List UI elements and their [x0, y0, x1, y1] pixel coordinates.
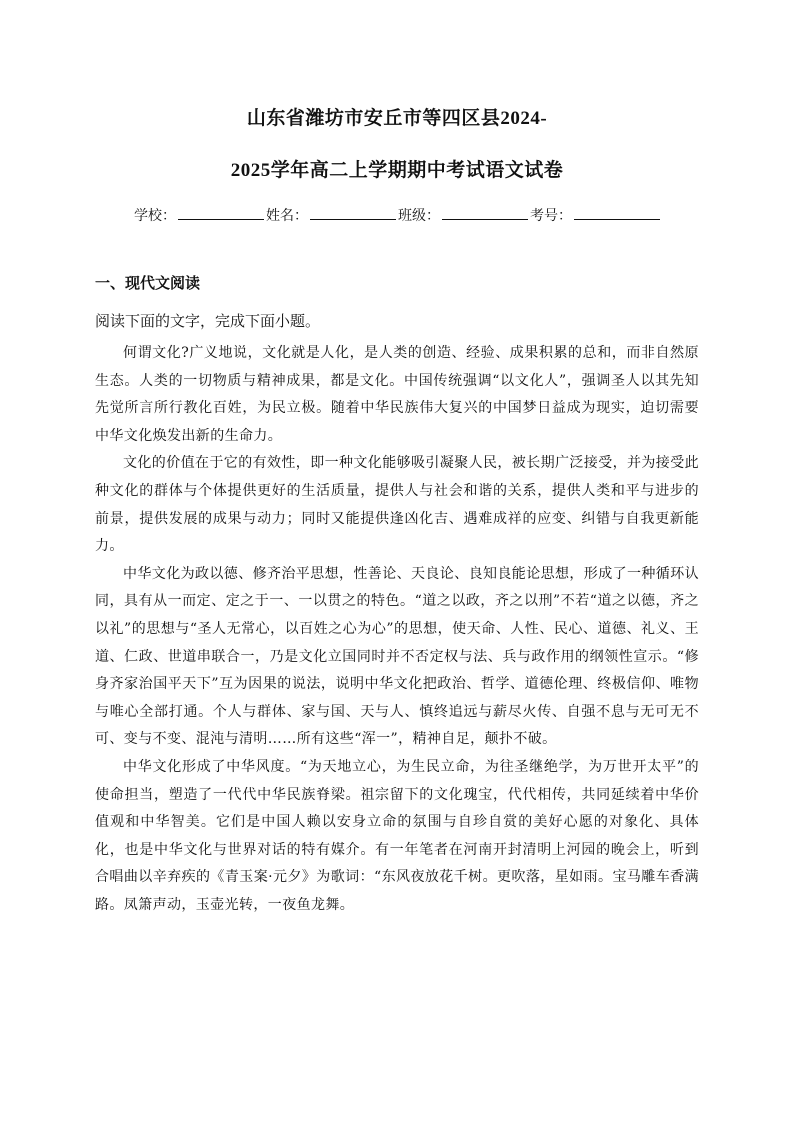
- student-info-row: [0, 205, 794, 225]
- document-title-line-1: 山东省潍坊市安丘市等四区县2024-: [246, 108, 548, 129]
- name-label: 姓名：: [266, 208, 308, 224]
- school-label: 学校：: [134, 208, 176, 224]
- document-title-line-2: 2025学年高二上学期期中考试语文试卷: [230, 160, 564, 181]
- class-blank[interactable]: [442, 205, 528, 220]
- passage-paragraph-3: 中华文化为政以德、修齐治平思想，性善论、天良论、良知良能论思想，形成了一种循环认同，具有从一而定、定之于一、一以贯之的特色。“道之以政，齐之以刑”不若“道之以德，齐之以礼”的思想与“圣人无常心，以百姓之心为心”的思想，使天命、人性、民心、道德、礼义、王道、仁政、世道串联合一，乃是文化立国同时并不否定权与法、兵与政作用的纲领性宣示。“修身齐家治国平天下”互为因果的说法，说明中华文化把政治、哲学、道德伦理、终极信仰、唯物与唯心全部打通。个人与群体、家与国、天与人、慎终追远与薪尽火传、自强不息与无可无不可、变与不变、混沌与清明……所有这些“浑一”，精神自足，颠扑不破。: [95, 565, 699, 748]
- passage-paragraph-4: 中华文化形成了中华风度。“为天地立心，为生民立命，为往圣继绝学，为万世开太平”的使命担当，塑造了一代代中华民族脊梁。祖宗留下的文化瑰宝，代代相传，共同延续着中华价值观和中华智美。它们是中国人赖以安身立命的氛围与自珍自赏的美好心愿的对象化、具体化，也是中华文化与世界对话的特有媒介。有一年笔者在河南开封清明上河园的晚会上，听到合唱曲以辛弃疾的《青玉案·元夕》为歌词：“东风夜放花千树。更吹落，星如雨。宝马雕车香满路。凤箫声动，玉壶光转，一夜鱼龙舞。: [95, 758, 699, 913]
- passage-paragraph-1: 何谓文化?广义地说，文化就是人化，是人类的创造、经验、成果积累的总和，而非自然原生态。人类的一切物质与精神成果，都是文化。中国传统强调“以文化人”，强调圣人以其先知先觉所言所行教化百姓，为民立极。随着中华民族伟大复兴的中国梦日益成为现实，迫切需要中华文化焕发出新的生命力。: [95, 345, 699, 444]
- school-field[interactable]: [134, 205, 264, 225]
- class-label: 班级：: [398, 208, 440, 224]
- exam-number-label: 考号：: [530, 208, 572, 224]
- name-field[interactable]: [266, 205, 396, 225]
- passage-paragraph-2: 文化的价值在于它的有效性，即一种文化能够吸引凝聚人民，被长期广泛接受，并为接受此种文化的群体与个体提供更好的生活质量，提供人与社会和谐的关系，提供人类和平与进步的前景，提供发展的成果与动力；同时又能提供逢凶化吉、遇难成祥的应变、纠错与自我更新能力。: [95, 455, 699, 555]
- school-blank[interactable]: [178, 205, 264, 220]
- class-field[interactable]: [398, 205, 528, 225]
- reading-instruction: 阅读下面的文字，完成下面小题。: [95, 312, 321, 330]
- exam-number-blank[interactable]: [574, 205, 660, 220]
- reading-passage: [95, 340, 699, 919]
- exam-number-field[interactable]: [530, 205, 660, 225]
- name-blank[interactable]: [310, 205, 396, 220]
- section-heading: 一、现代文阅读: [95, 274, 201, 292]
